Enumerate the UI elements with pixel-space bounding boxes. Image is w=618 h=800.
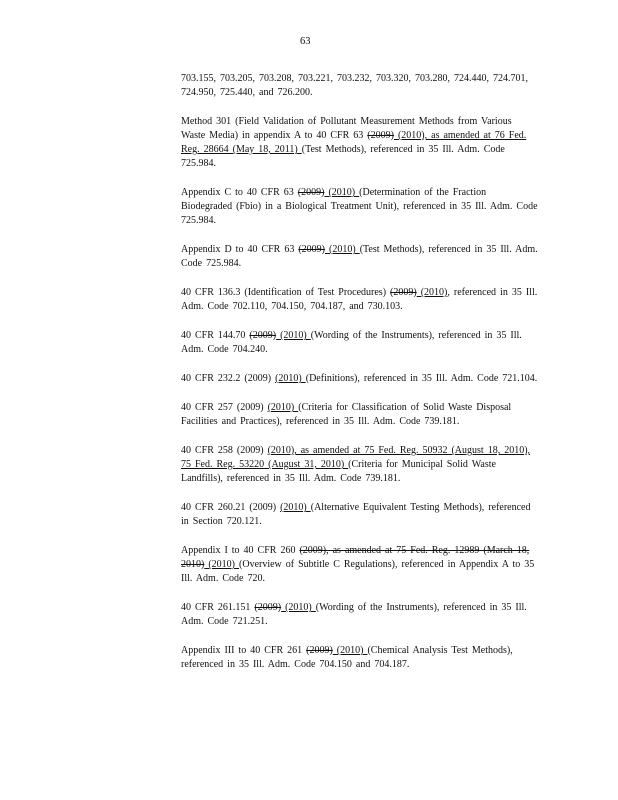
inserted-text: (2010) xyxy=(281,602,316,613)
reference-text: 40 CFR 232.2 (2009) xyxy=(181,373,276,384)
struck-text: (2009) xyxy=(390,287,417,298)
reference-text: 40 CFR 257 (2009) xyxy=(181,402,268,413)
inserted-text: (2010), as amended at 75 Fed. Reg. 50932 (August 18, 2010), 75 Fed. Reg. 53220 (August 31, 2010) xyxy=(181,445,531,470)
reference-text: Appendix D to 40 CFR 63 xyxy=(181,244,299,255)
reference-text: (Criteria for Municipal Solid Waste Landfills), referenced in 35 Ill. Adm. Code 739.181. xyxy=(181,459,496,484)
reference-text: (Test Methods), referenced in 35 Ill. Adm. Code 725.984. xyxy=(181,144,505,169)
reference-text: Appendix I to 40 CFR 260 xyxy=(181,545,300,556)
reference-text: (Criteria for Classification of Solid Waste Disposal Facilities and Practices), referenced in 35 Ill. Adm. Code 739.181. xyxy=(181,402,512,427)
struck-text: (2009) xyxy=(254,602,282,613)
reference-entry xyxy=(181,115,539,171)
reference-text: (Alternative Equivalent Testing Methods), referenced in Section 720.121. xyxy=(181,502,531,527)
reference-entry xyxy=(181,444,539,486)
reference-entry xyxy=(181,544,539,586)
struck-text: (2009), as amended at 75 Fed. Reg. 12989 (March 18, 2010) xyxy=(181,545,530,570)
reference-entry xyxy=(181,372,539,386)
reference-text: (Test Methods), referenced in 35 Ill. Adm. Code 725.984. xyxy=(181,244,538,269)
reference-text: (Wording of the Instruments), referenced in 35 Ill. Adm. Code 721.251. xyxy=(181,602,527,627)
struck-text: (2009) xyxy=(367,130,394,141)
reference-text: Appendix C to 40 CFR 63 xyxy=(181,187,298,198)
page-number: 63 xyxy=(300,36,311,47)
incorporations-by-reference-list xyxy=(181,72,539,687)
inserted-text: (2010) xyxy=(204,559,240,570)
reference-entry xyxy=(181,401,539,429)
reference-text: Method 301 (Field Validation of Pollutant Measurement Methods from Various Waste Media) in appendix A to 40 CFR 63 xyxy=(181,116,512,141)
reference-entry xyxy=(181,186,539,228)
reference-text: 40 CFR 136.3 (Identification of Test Procedures) xyxy=(181,287,391,298)
reference-text: (Determination of the Fraction Biodegraded (Fbio) in a Biological Treatment Unit), referenced in 35 Ill. Adm. Code 725.984. xyxy=(181,187,538,226)
inserted-text: (2010) xyxy=(416,287,448,298)
reference-entry xyxy=(181,501,539,529)
reference-text: 40 CFR 260.21 (2009) xyxy=(181,502,281,513)
reference-entry xyxy=(181,644,539,672)
reference-entry xyxy=(181,243,539,271)
reference-text: Appendix III to 40 CFR 261 xyxy=(181,645,307,656)
inserted-text: (2010) xyxy=(280,502,311,513)
reference-text: 703.155, 703.205, 703.208, 703.221, 703.232, 703.320, 703.280, 724.440, 724.701, 724.950, 725.440, and 726.200. xyxy=(181,73,528,98)
reference-text: 40 CFR 261.151 xyxy=(181,602,255,613)
reference-text: 40 CFR 144.70 xyxy=(181,330,250,341)
reference-entry xyxy=(181,329,539,357)
struck-text: (2009) xyxy=(298,244,326,255)
struck-text: (2009) xyxy=(297,187,325,198)
struck-text: (2009) xyxy=(249,330,277,341)
reference-text: (Chemical Analysis Test Methods), referenced in 35 Ill. Adm. Code 704.150 and 704.187. xyxy=(181,645,513,670)
inserted-text: (2010) xyxy=(332,645,368,656)
struck-text: (2009) xyxy=(306,645,333,656)
inserted-text: (2010) xyxy=(276,330,311,341)
reference-text: , referenced in 35 Ill. Adm. Code 702.110, 704.150, 704.187, and 730.103. xyxy=(181,287,538,312)
reference-text: (Definitions), referenced in 35 Ill. Adm. Code 721.104. xyxy=(305,373,538,384)
inserted-text: (2010) xyxy=(325,244,360,255)
reference-entry xyxy=(181,286,539,314)
inserted-text: (2010), as amended at 76 Fed. Reg. 28664 (May 18, 2011) xyxy=(181,130,527,155)
inserted-text: (2010) xyxy=(275,373,306,384)
reference-entry xyxy=(181,72,539,100)
reference-text: 40 CFR 258 (2009) xyxy=(181,445,268,456)
inserted-text: (2010) xyxy=(267,402,299,413)
reference-entry xyxy=(181,601,539,629)
reference-text: (Overview of Subtitle C Regulations), referenced in Appendix A to 35 Ill. Adm. Code 720. xyxy=(181,559,535,584)
inserted-text: (2010) xyxy=(324,187,360,198)
reference-text: (Wording of the Instruments), referenced in 35 Ill. Adm. Code 704.240. xyxy=(181,330,522,355)
